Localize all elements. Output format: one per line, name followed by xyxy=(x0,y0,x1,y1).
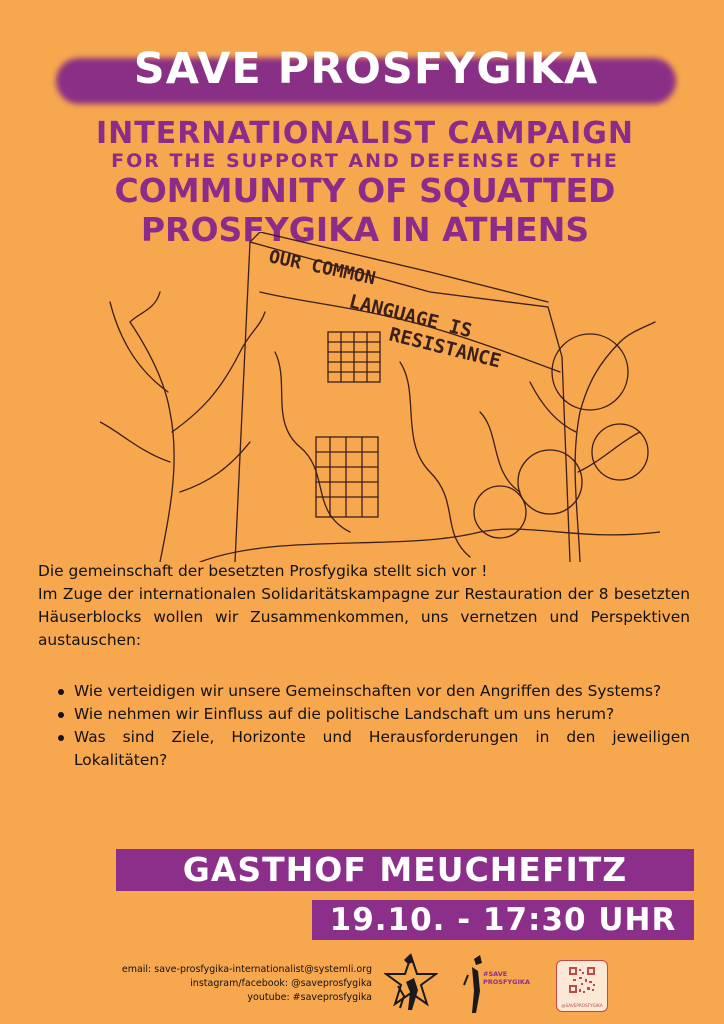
building-illustration xyxy=(100,232,660,562)
contact-info xyxy=(60,963,372,1005)
qr-code-icon xyxy=(557,961,607,1003)
intro-text xyxy=(38,560,690,652)
question-text: Was sind Ziele, Horizonte und Herausforderungen in den jeweiligen Lokalitäten? xyxy=(74,728,690,769)
list-item xyxy=(56,680,690,703)
bullet-icon xyxy=(58,735,64,741)
contact-youtube: youtube: #saveprosfygika xyxy=(247,992,372,1003)
qr-code-card xyxy=(556,960,608,1012)
campaign-heading-line2: FOR THE SUPPORT AND DEFENSE OF THE xyxy=(111,150,619,172)
question-text: Wie verteidigen wir unsere Gemeinschaften vor den Angriffen des Systems? xyxy=(74,682,662,700)
title-block xyxy=(56,40,676,116)
logo-caption-line2: PROSFYGIKA xyxy=(483,978,530,986)
star-fist-logo-icon xyxy=(384,952,438,1014)
banner-text-line1: OUR COMMON xyxy=(266,246,378,290)
question-list xyxy=(56,680,690,772)
event-venue: GASTHOF MEUCHEFITZ xyxy=(116,849,694,891)
event-datetime: 19.10. - 17:30 UHR xyxy=(312,900,694,940)
contact-social: instagram/facebook: @saveprosfygika xyxy=(190,978,372,989)
banner-text-line3: RESISTANCE xyxy=(386,323,504,373)
list-item xyxy=(56,726,690,772)
poster-title: SAVE PROSFYGIKA xyxy=(133,44,599,94)
campaign-heading-line1: INTERNATIONALIST CAMPAIGN xyxy=(95,116,634,151)
bullet-icon xyxy=(58,712,64,718)
qr-label: @SAVEPROSFYGIKA xyxy=(561,1003,603,1008)
bullet-icon xyxy=(58,689,64,695)
banner-text-line2: LANGUAGE IS xyxy=(346,290,475,343)
question-text: Wie nehmen wir Einfluss auf die politische Landschaft um uns herum? xyxy=(74,705,615,723)
campaign-heading-line4: PROSFYGIKA IN ATHENS xyxy=(140,210,590,249)
logo-caption xyxy=(483,970,530,986)
intro-line2: Im Zuge der internationalen Solidaritätskampagne zur Restauration der 8 besetzten Häuserblocks wollen wir Zusammenkommen, uns vernetzen und Perspektiven austauschen: xyxy=(38,585,690,649)
intro-line1: Die gemeinschaft der besetzten Prosfygika stellt sich vor ! xyxy=(38,562,488,580)
list-item xyxy=(56,703,690,726)
contact-email: email: save-prosfygika-internationalist@systemli.org xyxy=(121,964,372,975)
logo-caption-line1: #SAVE xyxy=(483,970,508,978)
campaign-heading-line3: COMMUNITY OF SQUATTED xyxy=(114,171,616,210)
